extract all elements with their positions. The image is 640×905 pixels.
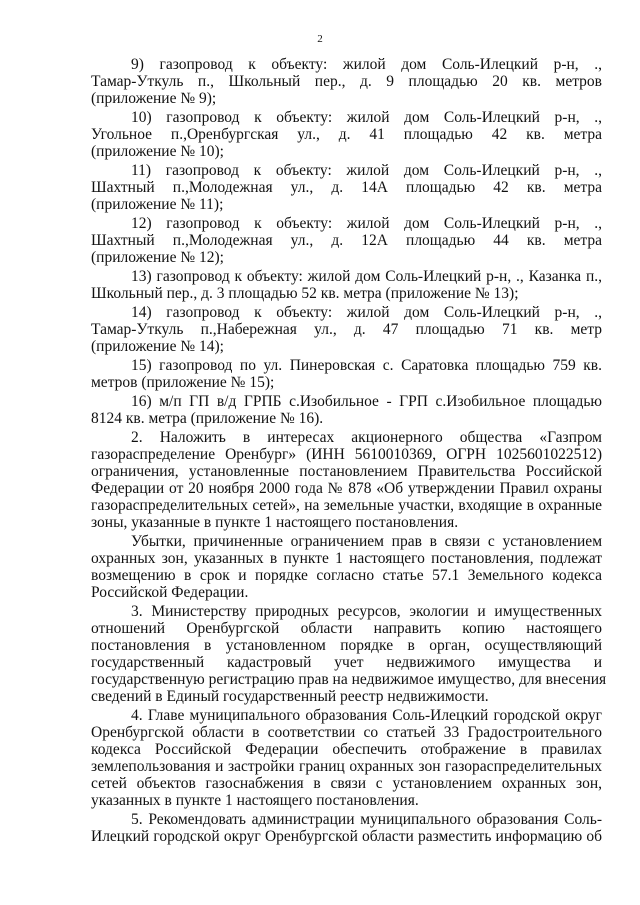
text-line: (приложение № 12);: [91, 249, 224, 266]
text-line: 15) газопровод по ул. Пинеровская с. Саратовка площадью 759 кв.: [131, 357, 602, 374]
text-line: Убытки, причиненные ограничением прав в связи с установлением: [131, 533, 602, 550]
text-line: 11) газопровод к объекту: жилой дом Соль-Илецкий р-н, .,: [131, 162, 602, 179]
text-line: (приложение № 9);: [91, 90, 217, 107]
text-line: 16) м/п ГП в/д ГРПБ с.Изобильное - ГРП с.Изобильное площадью: [131, 393, 602, 410]
text-line: (приложение № 10);: [91, 143, 224, 160]
text-line: (приложение № 14);: [91, 338, 224, 355]
text-line: отношений Оренбургской области направить копию настоящего: [91, 620, 602, 637]
text-line: кодекса Российской Федерации обеспечить отображение в правилах: [91, 741, 602, 758]
text-line: газораспределение Оренбург» (ИНН 5610010369, ОГРН 1025601022512): [91, 446, 602, 463]
text-line: метров (приложение № 15);: [91, 374, 275, 391]
text-line: (приложение № 11);: [91, 196, 224, 213]
text-line: Российской Федерации.: [91, 584, 249, 601]
text-line: 9) газопровод к объекту: жилой дом Соль-Илецкий р-н, .,: [131, 56, 602, 73]
text-line: Шахтный п.,Молодежная ул., д. 14А площадью 42 кв. метра: [91, 179, 602, 196]
text-line: государственный кадастровый учет недвижимого имущества и: [91, 654, 602, 671]
text-line: охранных зон, указанных в пункте 1 настоящего постановления, подлежат: [91, 550, 602, 567]
text-line: ограничения, установленные постановлением Правительства Российской: [91, 463, 602, 480]
text-line: Оренбургской области в соответствии со статьей 33 Градостроительного: [91, 724, 602, 741]
text-line: Тамар-Уткуль п., Школьный пер., д. 9 площадью 20 кв. метров: [91, 73, 602, 90]
text-line: Школьный пер., д. 3 площадью 52 кв. метра (приложение № 13);: [91, 285, 519, 302]
text-line: Тамар-Уткуль п.,Набережная ул., д. 47 площадью 71 кв. метр: [91, 321, 602, 338]
text-line: 4. Главе муниципального образования Соль-Илецкий городской округ: [131, 707, 602, 724]
text-line: Федерации от 20 ноября 2000 года № 878 «Об утверждении Правил охраны: [91, 480, 602, 497]
text-line: 8124 кв. метра (приложение № 16).: [91, 410, 324, 427]
text-line: газораспределительных сетей», на земельные участки, входящие в охранные: [91, 497, 602, 514]
text-line: Угольное п.,Оренбургская ул., д. 41 площадью 42 кв. метра: [91, 126, 602, 143]
text-line: 13) газопровод к объекту: жилой дом Соль-Илецкий р-н, ., Казанка п.,: [131, 268, 602, 285]
text-line: 14) газопровод к объекту: жилой дом Соль-Илецкий р-н, .,: [131, 304, 602, 321]
text-line: 12) газопровод к объекту: жилой дом Соль-Илецкий р-н, .,: [131, 215, 602, 232]
text-line: государственную регистрацию прав на недвижимое имущество, для внесения: [91, 671, 607, 688]
text-line: сетей объектов газоснабжения в связи с установлением охранных зон,: [91, 775, 602, 792]
text-line: сведений в Единый государственный реестр недвижимости.: [91, 688, 489, 705]
text-line: Шахтный п.,Молодежная ул., д. 12А площадью 44 кв. метра: [91, 232, 602, 249]
text-line: зоны, указанные в пункте 1 настоящего постановления.: [91, 514, 459, 531]
document-body: [91, 56, 607, 845]
page-number: 2: [317, 33, 323, 45]
text-line: указанных в пункте 1 настоящего постановления.: [91, 792, 419, 809]
text-line: Илецкий городской округ Оренбургской области разместить информацию об: [91, 828, 602, 845]
text-line: возмещению в срок и порядке согласно статье 57.1 Земельного кодекса: [91, 567, 602, 584]
text-line: 2. Наложить в интересах акционерного общества «Газпром: [131, 429, 602, 446]
text-line: 10) газопровод к объекту: жилой дом Соль-Илецкий р-н, .,: [131, 109, 602, 126]
text-line: 5. Рекомендовать администрации муниципального образования Соль-: [131, 811, 602, 828]
text-line: 3. Министерству природных ресурсов, экологии и имущественных: [131, 603, 602, 620]
text-line: землепользования и застройки границ охранных зон газораспределительных: [91, 758, 602, 775]
text-line: постановления в установленном порядке в орган, осуществляющий: [91, 637, 602, 654]
